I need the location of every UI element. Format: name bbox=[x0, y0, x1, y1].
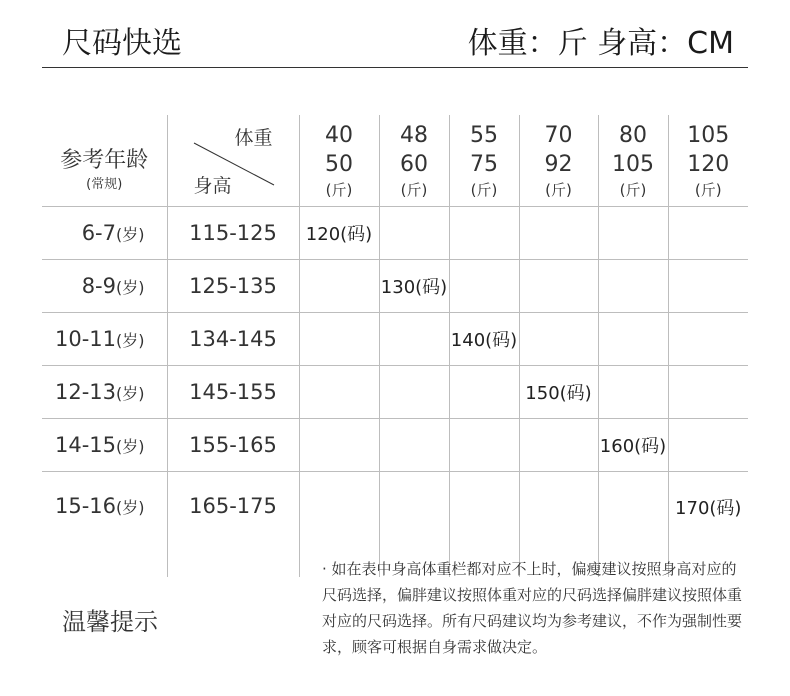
size-cell bbox=[519, 419, 598, 472]
size-chart-table bbox=[42, 115, 748, 577]
height-cell: 145-155 bbox=[167, 366, 299, 419]
age-range: 8-9 bbox=[81, 274, 116, 298]
weight-column-header bbox=[668, 115, 748, 207]
size-cell: 120(码) bbox=[299, 207, 379, 260]
size-cell bbox=[299, 366, 379, 419]
size-cell bbox=[668, 366, 748, 419]
height-cell: 115-125 bbox=[167, 207, 299, 260]
weight-column-header bbox=[519, 115, 598, 207]
weight-unit: (斤) bbox=[325, 180, 353, 199]
age-cell bbox=[42, 366, 167, 419]
age-range: 15-16 bbox=[54, 494, 116, 518]
size-cell bbox=[379, 366, 449, 419]
size-cell: 130(码) bbox=[379, 260, 449, 313]
age-suffix: (岁) bbox=[116, 278, 145, 297]
size-cell bbox=[379, 207, 449, 260]
weight-unit: (斤) bbox=[400, 180, 428, 199]
age-range: 6-7 bbox=[81, 221, 116, 245]
age-cell bbox=[42, 207, 167, 260]
age-range: 12-13 bbox=[54, 380, 116, 404]
age-header-label: 参考年龄 bbox=[60, 147, 149, 173]
weight-column-header bbox=[379, 115, 449, 207]
age-header-sub: (常规) bbox=[86, 176, 123, 192]
age-column-header bbox=[42, 115, 167, 207]
size-cell bbox=[519, 207, 598, 260]
age-suffix: (岁) bbox=[116, 498, 145, 517]
size-cell bbox=[598, 207, 668, 260]
header-divider bbox=[42, 67, 748, 68]
table-header-row bbox=[42, 115, 748, 207]
size-cell bbox=[598, 366, 668, 419]
size-cell: 160(码) bbox=[598, 419, 668, 472]
age-cell bbox=[42, 260, 167, 313]
table-row bbox=[42, 260, 748, 313]
weight-low: 48 bbox=[400, 122, 428, 148]
weight-high: 75 bbox=[470, 151, 498, 177]
weight-unit: (斤) bbox=[694, 180, 722, 199]
size-cell bbox=[379, 313, 449, 366]
table-row bbox=[42, 207, 748, 260]
height-cell: 134-145 bbox=[167, 313, 299, 366]
table-row bbox=[42, 366, 748, 419]
age-suffix: (岁) bbox=[116, 384, 145, 403]
table-row bbox=[42, 419, 748, 472]
tips-label: 温馨提示 bbox=[62, 608, 158, 636]
size-cell bbox=[668, 260, 748, 313]
weight-unit: (斤) bbox=[619, 180, 647, 199]
weight-high: 120 bbox=[687, 151, 730, 177]
size-cell bbox=[519, 313, 598, 366]
age-suffix: (岁) bbox=[116, 225, 145, 244]
size-cell: 170(码) bbox=[668, 472, 748, 578]
height-cell: 125-135 bbox=[167, 260, 299, 313]
height-cell: 165-175 bbox=[167, 472, 299, 578]
weight-column-header bbox=[449, 115, 519, 207]
weight-low: 105 bbox=[687, 122, 730, 148]
size-cell bbox=[519, 260, 598, 313]
weight-low: 40 bbox=[325, 122, 353, 148]
age-cell bbox=[42, 313, 167, 366]
weight-high: 60 bbox=[400, 151, 428, 177]
age-cell bbox=[42, 419, 167, 472]
corner-header-cell bbox=[167, 115, 299, 207]
size-cell bbox=[449, 366, 519, 419]
weight-low: 70 bbox=[544, 122, 573, 148]
size-cell bbox=[299, 419, 379, 472]
age-cell bbox=[42, 472, 167, 578]
height-cell: 155-165 bbox=[167, 419, 299, 472]
size-cell bbox=[449, 260, 519, 313]
corner-height-label: 身高 bbox=[193, 175, 232, 197]
tips-text: · 如在表中身高体重栏都对应不上时，偏瘦建议按照身高对应的尺码选择，偏胖建议按照体重对应的尺码选择偏胖建议按照体重对应的尺码选择。所有尺码建议均为参考建议，不作为强制性要求，顾客可根据自身需求做决定。 bbox=[322, 560, 743, 656]
size-cell bbox=[598, 313, 668, 366]
size-cell bbox=[668, 207, 748, 260]
weight-low: 55 bbox=[470, 122, 498, 148]
size-cell bbox=[449, 419, 519, 472]
weight-high: 50 bbox=[325, 151, 353, 177]
size-cell: 150(码) bbox=[519, 366, 598, 419]
size-cell bbox=[449, 207, 519, 260]
page-title: 尺码快选 bbox=[62, 26, 182, 61]
age-range: 10-11 bbox=[54, 327, 116, 351]
weight-unit: (斤) bbox=[545, 180, 572, 199]
age-suffix: (岁) bbox=[116, 331, 145, 350]
size-cell bbox=[299, 260, 379, 313]
weight-low: 80 bbox=[619, 122, 647, 148]
size-cell bbox=[668, 313, 748, 366]
weight-unit: (斤) bbox=[470, 180, 498, 199]
size-cell bbox=[598, 260, 668, 313]
age-suffix: (岁) bbox=[116, 437, 145, 456]
size-cell bbox=[668, 419, 748, 472]
age-range: 14-15 bbox=[54, 433, 116, 457]
weight-column-header bbox=[299, 115, 379, 207]
table-row bbox=[42, 313, 748, 366]
weight-high: 92 bbox=[544, 151, 573, 177]
size-cell bbox=[299, 313, 379, 366]
size-cell: 140(码) bbox=[449, 313, 519, 366]
weight-high: 105 bbox=[612, 151, 654, 177]
size-cell bbox=[379, 419, 449, 472]
weight-column-header bbox=[598, 115, 668, 207]
units-note: 体重：斤 身高：CM bbox=[467, 26, 734, 61]
corner-weight-label: 体重 bbox=[234, 127, 273, 149]
